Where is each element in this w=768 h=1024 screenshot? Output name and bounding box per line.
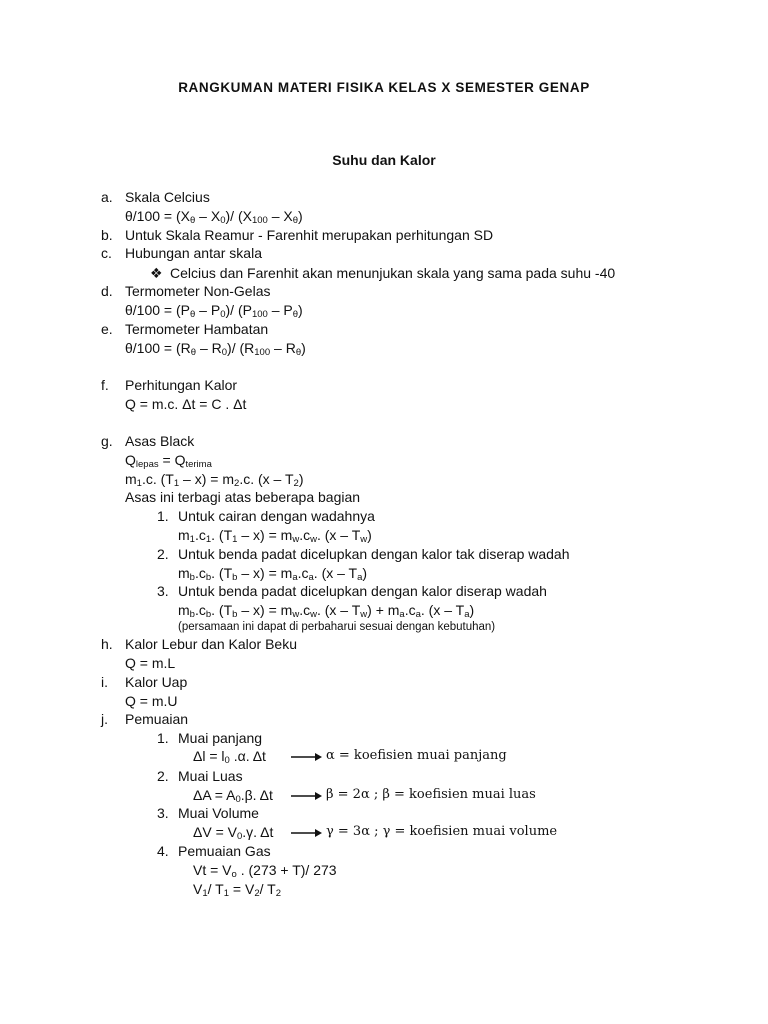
j-item-4-number: 4. — [157, 843, 169, 859]
j-item-3-formula: $\Delta V = V_0.\gamma$. Δt — [193, 824, 274, 842]
formula-asas-black: $Q_{lepas} = Q_{terima}$ — [125, 452, 212, 470]
g-item-3-formula: $m_b.c_b$. $(T_b - x) = m_w.c_w$. $(x - T_w) + m_a.c_a$. $(x - T_a)$ — [178, 602, 475, 620]
j-item-4-formula-2: $V_1/$ $T_1 = V_2/$ $T_2$ — [193, 881, 281, 899]
j-item-4-formula-1: $Vt = V_o$ . (273 + T)/ 273 — [193, 862, 337, 880]
formula-kalor-lebur: Q = m.L — [125, 655, 176, 671]
right-arrow-icon — [291, 827, 323, 839]
bullet-text: Celcius dan Farenhit akan menunjukan skala yang sama pada suhu -40 — [170, 265, 616, 281]
formula-celcius: $\theta/100 = (X_\theta - X_0)/$ $(X_{100} - X_\theta)$ — [125, 208, 303, 226]
item-heading-b: Untuk Skala Reamur - Farenhit merupakan perhitungan SD — [125, 227, 494, 243]
j-item-2-result: β = 2α ; β = koefisien muai luas — [326, 787, 536, 802]
formula-kalor-uap: Q = m.U — [125, 693, 178, 709]
item-heading-f: Perhitungan Kalor — [125, 377, 238, 393]
g-item-2-text: Untuk benda padat dicelupkan dengan kalor tak diserap wadah — [178, 546, 570, 562]
item-heading-a: Skala Celcius — [125, 189, 210, 205]
g-item-1-formula: $m_1.c_1$. $(T_1 - x) = m_w.c_w$. $(x - T_w)$ — [178, 527, 372, 545]
right-arrow-icon — [291, 790, 323, 802]
j-item-2-formula: $\Delta A = A_0.\beta$. Δt — [193, 787, 273, 805]
formula-hambatan: $\theta/100 = (R_\theta - R_0)/$ $(R_{100} - R_\theta)$ — [125, 340, 306, 358]
g-note: (persamaan ini dapat di perbaharui sesuai dengan kebutuhan) — [178, 621, 496, 633]
asas-black-intro: Asas ini terbagi atas beberapa bagian — [125, 489, 361, 505]
formula-non-gelas: $\theta/100 = (P_\theta - P_0)/$ $(P_{100} - P_\theta)$ — [125, 302, 303, 320]
section-title: Suhu dan Kalor — [332, 152, 436, 168]
g-item-3-text: Untuk benda padat dicelupkan dengan kalor diserap wadah — [178, 583, 547, 599]
item-label-f: f. — [101, 377, 109, 393]
item-label-c: c. — [101, 245, 112, 261]
g-item-1-number: 1. — [157, 508, 169, 524]
j-item-1-result: α = koefisien muai panjang — [326, 748, 507, 763]
j-item-3-text: Muai Volume — [178, 805, 259, 821]
item-heading-h: Kalor Lebur dan Kalor Beku — [125, 636, 297, 652]
formula-asas-black-2: $m_1.c$. $(T_1 - x) = m_2.c$. $(x - T_2)$ — [125, 471, 304, 489]
j-item-2-text: Muai Luas — [178, 768, 243, 784]
diamond-bullet-icon: ❖ — [150, 265, 163, 281]
j-item-1-formula: $\Delta l = l_0$ .α. Δt — [193, 748, 266, 766]
item-heading-g: Asas Black — [125, 433, 195, 449]
item-label-b: b. — [101, 227, 113, 243]
right-arrow-icon — [291, 751, 323, 763]
item-heading-e: Termometer Hambatan — [125, 321, 269, 337]
item-label-j: j. — [101, 711, 108, 727]
item-heading-i: Kalor Uap — [125, 674, 188, 690]
j-item-4-text: Pemuaian Gas — [178, 843, 271, 859]
j-item-1-number: 1. — [157, 730, 169, 746]
j-item-3-number: 3. — [157, 805, 169, 821]
formula-kalor: Q = m.c. Δt = C . Δt — [125, 396, 247, 412]
item-label-g: g. — [101, 433, 113, 449]
item-heading-j: Pemuaian — [125, 711, 189, 727]
g-item-3-number: 3. — [157, 583, 169, 599]
j-item-2-number: 2. — [157, 768, 169, 784]
item-label-d: d. — [101, 283, 113, 299]
item-label-h: h. — [101, 636, 113, 652]
item-heading-c: Hubungan antar skala — [125, 245, 262, 261]
j-item-3-result: γ = 3α ; γ = koefisien muai volume — [326, 824, 558, 839]
item-label-a: a. — [101, 189, 113, 205]
item-label-e: e. — [101, 321, 113, 337]
item-label-i: i. — [101, 674, 108, 690]
item-heading-d: Termometer Non-Gelas — [125, 283, 271, 299]
document-title: RANGKUMAN MATERI FISIKA KELAS X SEMESTER GENAP — [178, 80, 590, 95]
g-item-2-formula: $m_b.c_b$. $(T_b - x) = m_a.c_a$. $(x - T_a)$ — [178, 565, 368, 583]
g-item-1-text: Untuk cairan dengan wadahnya — [178, 508, 375, 524]
j-item-1-text: Muai panjang — [178, 730, 263, 746]
g-item-2-number: 2. — [157, 546, 169, 562]
